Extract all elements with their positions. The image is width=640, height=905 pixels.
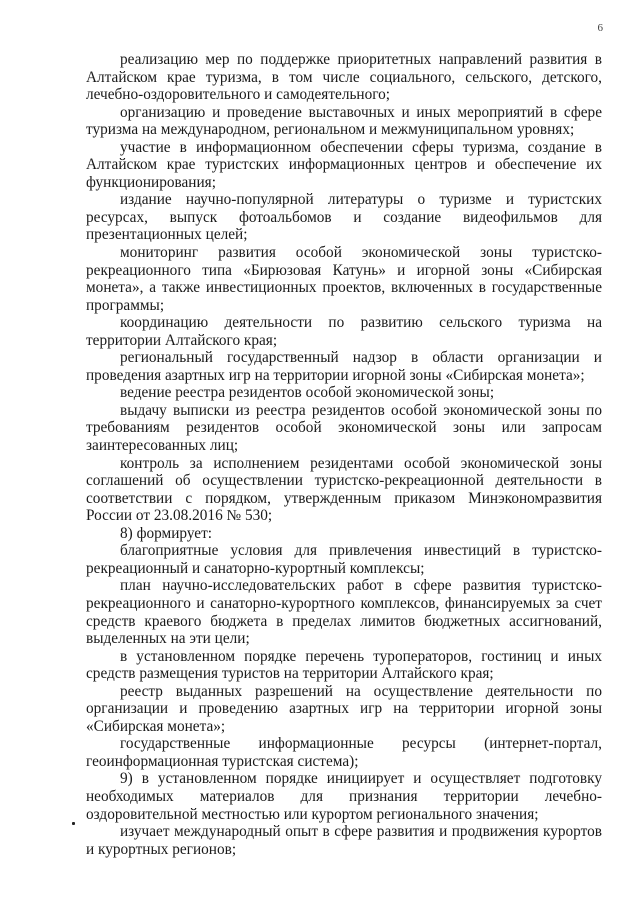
paragraph: 9) в установленном порядке инициирует и осуществляет подготовку необходимых материалов для признания территории лечебно-оздоровительной местностью или курортом регионального значения;: [86, 770, 602, 823]
paragraph: участие в информационном обеспечении сферы туризма, создание в Алтайском крае туристских информационных центров и обеспечение их функционирования;: [86, 138, 602, 191]
paragraph: издание научно-популярной литературы о туризме и туристских ресурсах, выпуск фотоальбомов и создание видеофильмов для презентационных целей;: [86, 191, 602, 244]
paragraph: реестр выданных разрешений на осуществление деятельности по организации и проведению азартных игр на территории игорной зоны «Сибирская монета»;: [86, 682, 602, 735]
paragraph: региональный государственный надзор в области организации и проведения азартных игр на территории игорной зоны «Сибирская монета»;: [86, 349, 602, 384]
paragraph: государственные информационные ресурсы (интернет-портал, геоинформационная туристская система);: [86, 735, 602, 770]
page-number: 6: [597, 22, 603, 34]
paragraph: контроль за исполнением резидентами особой экономической зоны соглашений об осуществлении туристско-рекреационной деятельности в соответствии с порядком, утвержденным приказом Минэкономразвития России от 23.08.2016 № 530;: [86, 454, 602, 525]
paragraph: благоприятные условия для привлечения инвестиций в туристско-рекреационный и санаторно-курортный комплексы;: [86, 542, 602, 577]
paragraph: ведение реестра резидентов особой экономической зоны;: [120, 384, 495, 402]
paragraph: выдачу выписки из реестра резидентов особой экономической зоны по требованиям резидентов особой экономической зоны или запросам заинтересованных лиц;: [86, 401, 602, 455]
scan-speck: [72, 822, 75, 825]
paragraph: реализацию мер по поддержке приоритетных направлений развития в Алтайском крае туризма, в том числе социального, сельского, детского, лечебно-оздоровительного и самодеятельного;: [86, 51, 602, 104]
paragraph: в установленном порядке перечень туроператоров, гостиниц и иных средств размещения туристов на территории Алтайского края;: [86, 647, 602, 683]
paragraph: организацию и проведение выставочных и иных мероприятий в сфере туризма на международном, региональном и межмуниципальном уровнях;: [86, 103, 602, 139]
document-body: [86, 51, 602, 858]
paragraph: мониторинг развития особой экономической зоны туристско-рекреационного типа «Бирюзовая Катунь» и игорной зоны «Сибирская монета», а также инвестиционных проектов, включенных в государственные программы;: [86, 244, 602, 314]
section-heading: 8) формирует:: [120, 524, 213, 542]
paragraph: изучает международный опыт в сфере развития и продвижения курортов и курортных регионов;: [86, 823, 602, 858]
paragraph: план научно-исследовательских работ в сфере развития туристско-рекреационного и санаторно-курортного комплексов, финансируемых за счет средств краевого бюджета в пределах лимитов бюджетных ассигнований, выделенных на эти цели;: [86, 577, 602, 648]
paragraph: координацию деятельности по развитию сельского туризма на территории Алтайского края;: [86, 314, 602, 349]
